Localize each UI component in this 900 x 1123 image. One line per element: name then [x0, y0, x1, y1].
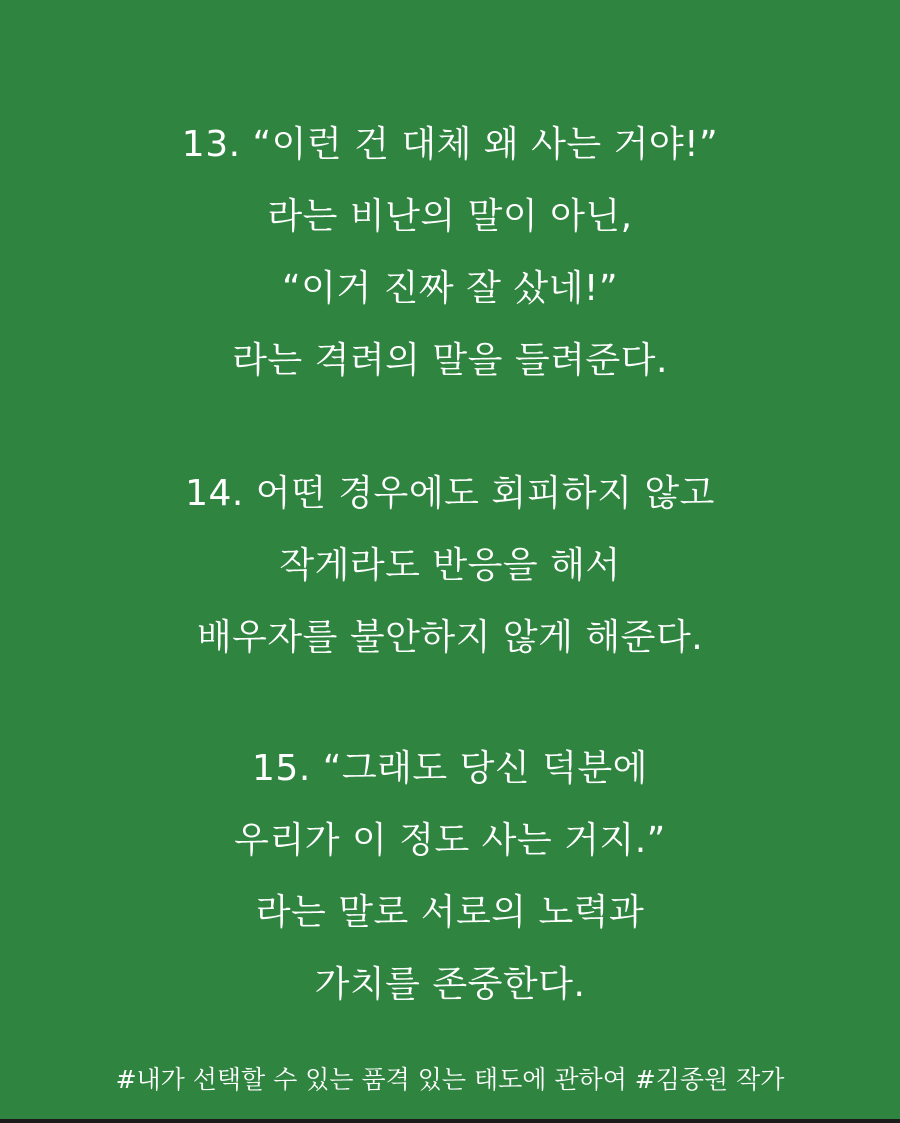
paragraph-line: 라는 격려의 말을 들려준다.	[232, 340, 668, 381]
paragraph-line: 우리가 이 정도 사는 거지.”	[234, 820, 666, 861]
paragraph-line: 라는 말로 서로의 노력과	[255, 892, 645, 933]
paragraph-line: 가치를 존중한다.	[314, 964, 586, 1005]
paragraph-line: 13. “이런 건 대체 왜 사는 거야!”	[181, 124, 719, 165]
paragraph-line: 15. “그래도 당신 덕분에	[252, 748, 648, 789]
paragraph-line: “이거 진짜 잘 샀네!”	[282, 268, 618, 309]
paragraph-13	[0, 109, 900, 397]
paragraph-line: 14. 어떤 경우에도 회피하지 않고	[185, 473, 715, 514]
paragraph-line: 배우자를 불안하지 않게 해준다.	[196, 617, 704, 658]
bottom-divider	[0, 1119, 900, 1123]
paragraph-15	[0, 733, 900, 1021]
paragraph-line: 작게라도 반응을 해서	[279, 545, 621, 586]
paragraph-14	[0, 458, 900, 674]
hashtag-footer: #내가 선택할 수 있는 품격 있는 태도에 관하여 #김종원 작가	[115, 1065, 785, 1094]
paragraph-line: 라는 비난의 말이 아닌,	[267, 196, 633, 237]
